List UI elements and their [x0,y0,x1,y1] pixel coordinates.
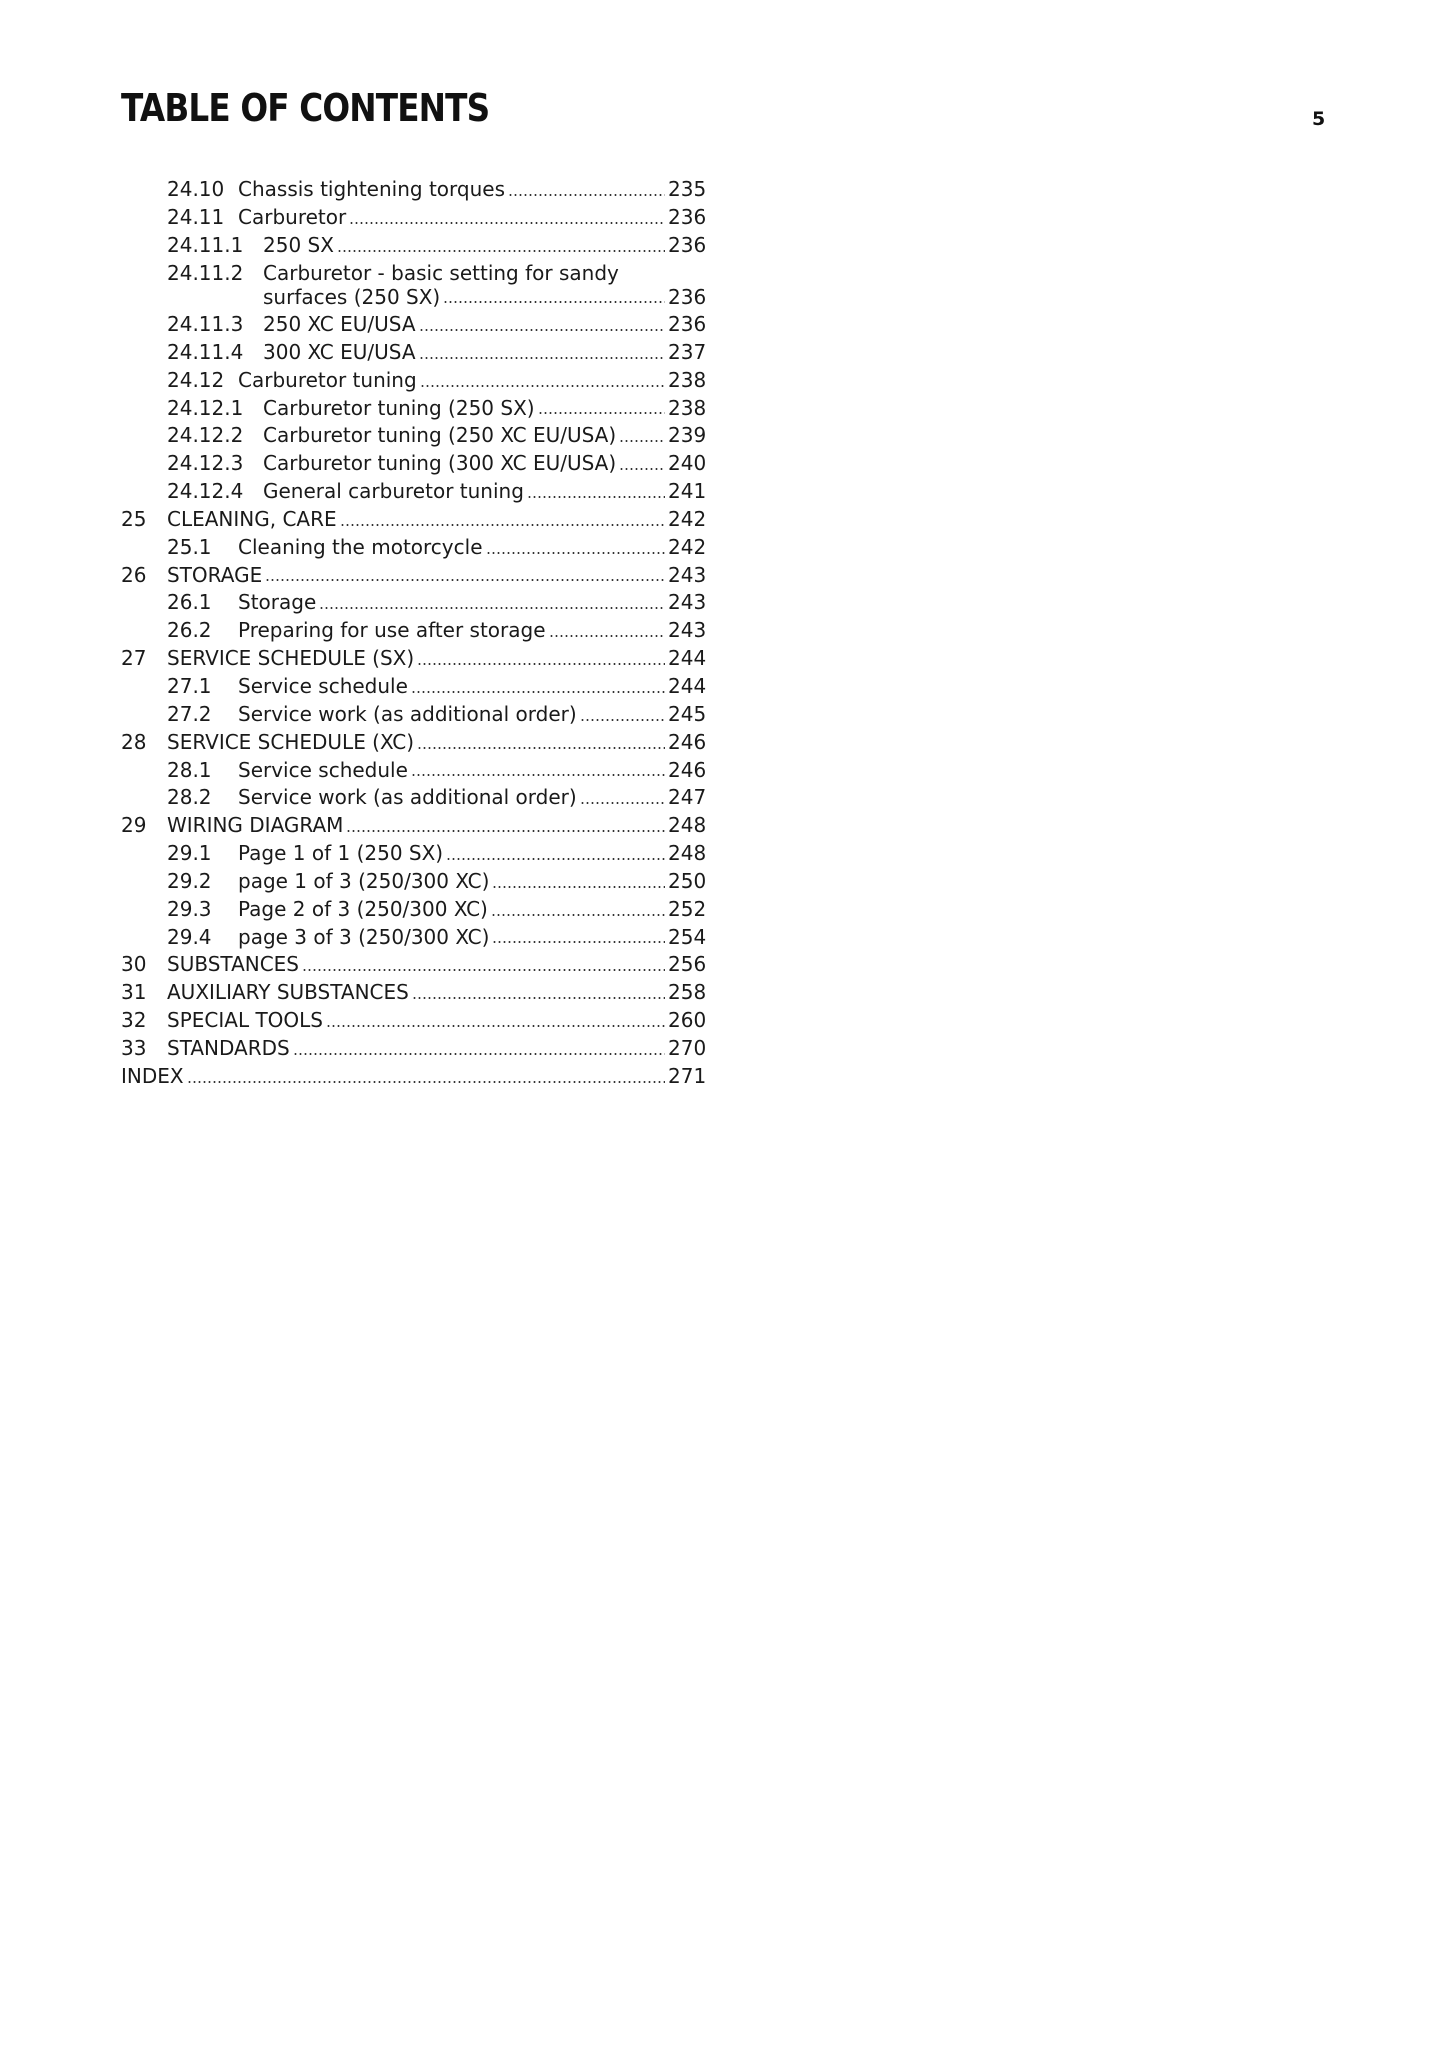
page-number: 5 [1312,108,1326,130]
toc-entry-title: Carburetor tuning (250 SX) [263,395,535,420]
toc-entry[interactable] [121,729,706,757]
toc-entry-title: page 3 of 3 (250/300 XC) [238,924,490,949]
dot-leader [349,222,665,224]
toc-entry[interactable] [121,339,706,367]
toc-entry[interactable] [121,924,706,952]
toc-entry[interactable] [121,534,706,562]
toc-entry[interactable] [121,232,706,260]
dot-leader [492,886,665,888]
toc-entry[interactable] [121,1035,706,1063]
dot-leader [508,194,665,196]
toc-entry-page: 243 [668,618,707,643]
dot-leader [417,663,665,665]
toc-entry-page: 236 [668,312,707,337]
toc-entry-title: SUBSTANCES [167,952,300,977]
dot-leader [293,1053,665,1055]
toc-entry[interactable] [121,951,706,979]
toc-entry-page: 235 [668,177,707,201]
toc-entry-title: WIRING DIAGRAM [167,813,344,838]
toc-entry-title: SERVICE SCHEDULE (SX) [167,646,415,671]
toc-entry-title: Cleaning the motorcycle [238,534,483,559]
toc-entry-number: 25.1 [167,534,212,559]
toc-entry-number: 26.1 [167,590,212,615]
toc-entry-title: Chassis tightening torques [238,177,505,201]
toc-entry[interactable] [121,645,706,673]
toc-entry[interactable] [121,757,706,785]
toc-entry-number: 24.10 [167,177,225,201]
toc-entry-page: 239 [668,423,707,448]
toc-entry-title: page 1 of 3 (250/300 XC) [238,868,490,893]
dot-leader [619,440,665,442]
toc-entry-number: 29.1 [167,841,212,866]
toc-entry-title: STANDARDS [167,1035,290,1060]
toc-entry[interactable] [121,617,706,645]
toc-entry-title: INDEX [121,1063,184,1088]
toc-entry-page: 270 [668,1035,707,1060]
toc-entry[interactable] [121,1063,706,1091]
toc-entry-number: 27.2 [167,701,212,726]
toc-entry-number: 24.11 [167,204,225,229]
toc-entry-number: 25 [121,506,147,531]
toc-entry-page: 240 [668,451,707,476]
toc-entry[interactable] [121,367,706,395]
toc-entry[interactable] [121,840,706,868]
toc-entry-number: 24.11.3 [167,312,244,337]
dot-leader [419,329,666,331]
dot-leader [340,524,665,526]
dot-leader [411,774,665,776]
toc-entry-title: Carburetor tuning [238,367,417,392]
dot-leader [527,496,665,498]
toc-entry[interactable] [121,395,706,423]
toc-entry-title: Carburetor [238,204,347,229]
dot-leader [580,719,665,721]
toc-entry-number: 28 [121,729,147,754]
toc-entry-number: 27.1 [167,674,212,698]
toc-entry[interactable] [121,260,706,312]
toc-entry-page: 246 [668,757,707,782]
toc-entry-number: 24.11.4 [167,339,244,364]
toc-entry-title: 250 XC EU/USA [263,312,416,337]
toc-entry-page: 236 [668,284,707,309]
toc-entry-page: 241 [668,479,707,504]
toc-entry-title: 300 XC EU/USA [263,339,416,364]
toc-entry-title-line: Carburetor - basic setting for sandy [263,260,619,285]
toc-entry-title: STORAGE [167,562,263,587]
toc-entry-title: CLEANING, CARE [167,506,337,531]
toc-entry-page: 260 [668,1008,707,1033]
dot-leader [492,941,665,943]
toc-entry-number: 29 [121,813,147,838]
toc-entry-page: 252 [668,896,707,921]
toc-entry-page: 246 [668,729,707,754]
toc-entry-title: Page 1 of 1 (250 SX) [238,841,444,866]
toc-entry-page: 244 [668,646,707,671]
toc-entry-number: 24.12.1 [167,395,244,420]
dot-leader [265,579,665,581]
toc-entry-page: 248 [668,813,707,838]
toc-entry-page: 258 [668,980,707,1005]
toc-entry-number: 24.11.1 [167,232,244,257]
toc-entry-page: 243 [668,590,707,615]
table-of-contents [121,176,706,1091]
toc-entry-page: 243 [668,562,707,587]
toc-entry-number: 31 [121,980,147,1005]
toc-entry[interactable] [121,896,706,924]
toc-entry-title: SERVICE SCHEDULE (XC) [167,729,415,754]
toc-entry-title: 250 SX [263,232,334,257]
dot-leader [580,802,665,804]
toc-entry-page: 242 [668,534,707,559]
toc-entry-page: 271 [668,1063,707,1088]
dot-leader [420,385,665,387]
toc-entry-page: 237 [668,339,707,364]
toc-entry[interactable] [121,176,706,204]
toc-entry-number: 26 [121,562,147,587]
toc-entry-page: 248 [668,841,707,866]
toc-entry-number: 24.11.2 [167,260,244,285]
toc-entry-page: 242 [668,506,707,531]
dot-leader [412,997,665,999]
toc-entry-title: Service schedule [238,674,408,698]
toc-entry-page: 250 [668,868,707,893]
toc-entry-number: 29.3 [167,896,212,921]
dot-leader [486,552,666,554]
toc-entry-number: 28.2 [167,785,212,810]
dot-leader [419,357,666,359]
dot-leader [326,1025,665,1027]
dot-leader [302,969,665,971]
toc-entry-page: 256 [668,952,707,977]
toc-entry[interactable] [121,589,706,617]
dot-leader [446,858,665,860]
toc-entry-page: 245 [668,701,707,726]
dot-leader [346,830,665,832]
toc-entry[interactable] [121,812,706,840]
toc-entry[interactable] [121,701,706,729]
dot-leader [491,914,665,916]
toc-entry[interactable] [121,478,706,506]
toc-entry-number: 24.12 [167,367,225,392]
toc-entry[interactable] [121,673,706,701]
dot-leader [619,468,665,470]
toc-entry-title: Service work (as additional order) [238,785,577,810]
toc-entry[interactable] [121,784,706,812]
toc-entry-number: 24.12.2 [167,423,244,448]
toc-entry-page: 236 [668,204,707,229]
toc-entry-number: 28.1 [167,757,212,782]
toc-entry-number: 29.4 [167,924,212,949]
toc-entry-title: Carburetor tuning (300 XC EU/USA) [263,451,617,476]
toc-entry-number: 29.2 [167,868,212,893]
dot-leader [538,412,665,414]
toc-entry-number: 24.12.4 [167,479,244,504]
toc-entry[interactable] [121,979,706,1007]
toc-entry-page: 236 [668,232,707,257]
toc-entry-page: 244 [668,674,707,698]
toc-entry[interactable] [121,562,706,590]
toc-entry-page: 247 [668,785,707,810]
toc-entry[interactable] [121,450,706,478]
dot-leader [187,1081,665,1083]
dot-leader [319,607,665,609]
toc-entry-number: 27 [121,646,147,671]
dot-leader [337,250,665,252]
toc-entry[interactable] [121,506,706,534]
dot-leader [549,635,665,637]
toc-entry-title: SPECIAL TOOLS [167,1008,323,1033]
toc-entry-number: 24.12.3 [167,451,244,476]
toc-entry[interactable] [121,311,706,339]
toc-entry[interactable] [121,1007,706,1035]
toc-entry-page: 254 [668,924,707,949]
toc-entry-title: Carburetor tuning (250 XC EU/USA) [263,423,617,448]
toc-entry[interactable] [121,868,706,896]
toc-entry-page: 238 [668,367,707,392]
dot-leader [443,301,665,303]
toc-entry-title: surfaces (250 SX) [263,284,441,309]
toc-entry[interactable] [121,422,706,450]
page-title: TABLE OF CONTENTS [121,86,490,130]
dot-leader [417,747,665,749]
toc-entry-title: Service work (as additional order) [238,701,577,726]
toc-entry-number: 30 [121,952,147,977]
toc-entry-number: 26.2 [167,618,212,643]
toc-entry-number: 32 [121,1008,147,1033]
toc-entry-title: General carburetor tuning [263,479,524,504]
toc-entry-title: Page 2 of 3 (250/300 XC) [238,896,488,921]
toc-entry-title: Preparing for use after storage [238,618,546,643]
dot-leader [411,691,665,693]
toc-entry[interactable] [121,204,706,232]
toc-entry-title: Storage [238,590,317,615]
toc-entry-page: 238 [668,395,707,420]
toc-entry-number: 33 [121,1035,147,1060]
toc-entry-title: AUXILIARY SUBSTANCES [167,980,409,1005]
toc-entry-title: Service schedule [238,757,408,782]
